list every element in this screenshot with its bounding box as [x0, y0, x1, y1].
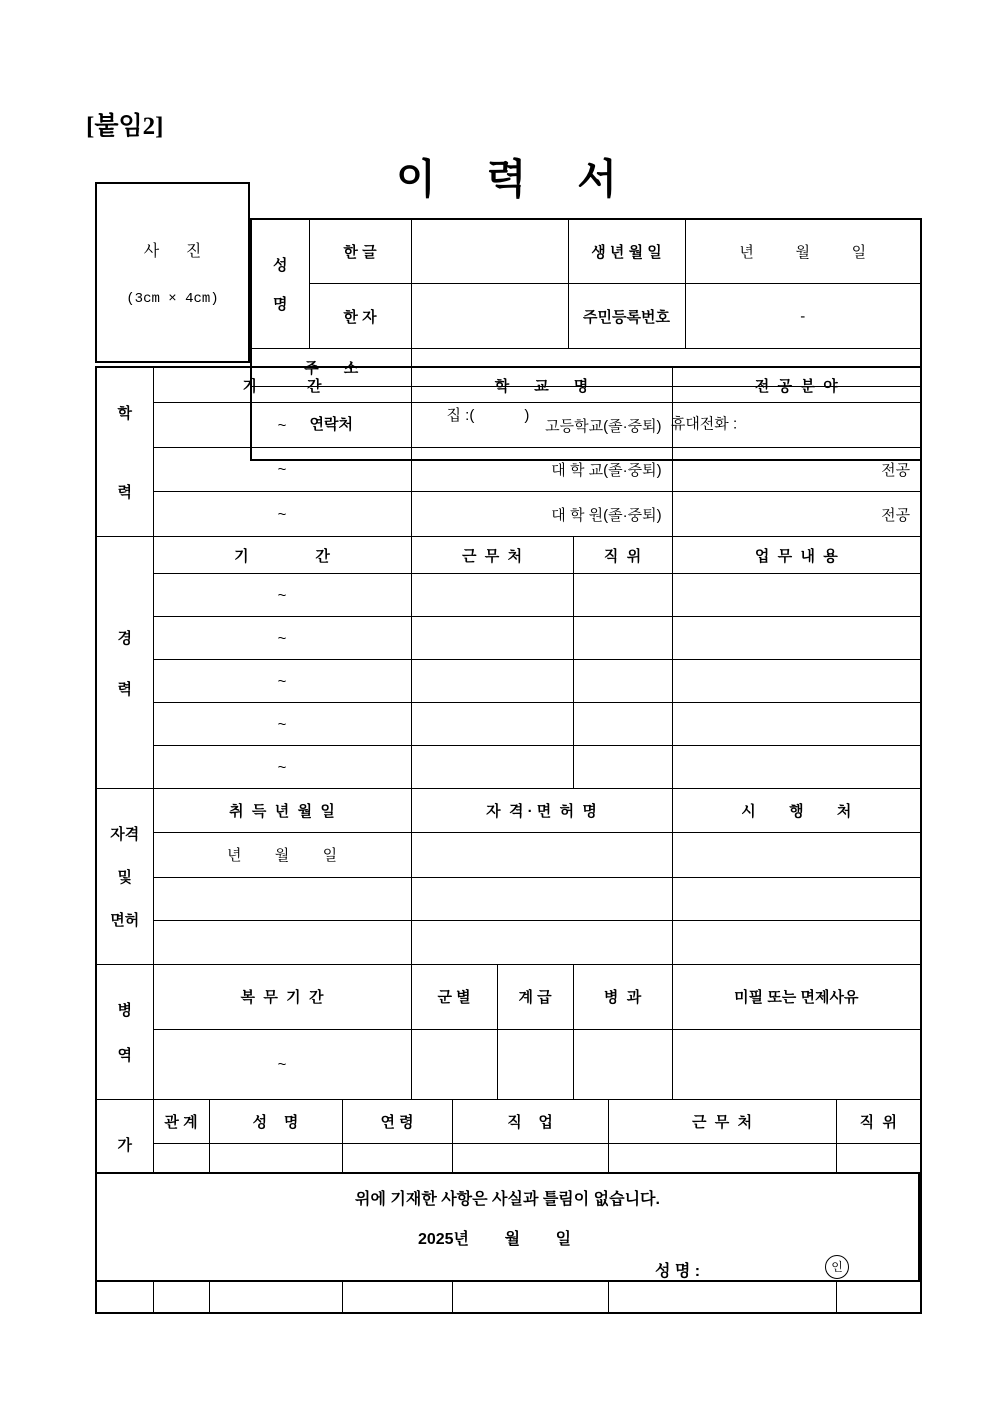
signature-label: 성 명 :	[655, 1263, 701, 1280]
page-title: 이 력 서	[396, 156, 619, 202]
license-row-name	[411, 833, 672, 877]
education-row-major: 전공	[672, 492, 921, 537]
military-label-char-1: 병	[117, 1002, 132, 1019]
military-row-exemption	[672, 1029, 921, 1099]
career-section-label	[96, 537, 153, 789]
career-row-period: ~	[153, 746, 411, 789]
license-row-date	[153, 877, 411, 920]
military-period-header: 복 무 기 간	[153, 965, 411, 1030]
license-date-header: 취 득 년 월 일	[153, 789, 411, 833]
hanja-name-label: 한 자	[309, 284, 411, 349]
career-row-period: ~	[153, 703, 411, 746]
license-row-name	[411, 920, 672, 964]
rrn-field: -	[685, 284, 921, 349]
license-row-date	[153, 920, 411, 964]
career-row-position	[573, 746, 672, 789]
career-label-char-1: 경	[117, 629, 132, 647]
career-position-header: 직 위	[573, 537, 672, 574]
rrn-label: 주민등록번호	[568, 284, 685, 349]
education-row-major	[672, 403, 921, 448]
contact-home-label: 집 :( )	[446, 407, 530, 424]
military-exemption-header: 미필 또는 면제사유	[672, 965, 921, 1030]
career-company-header: 근 무 처	[411, 537, 573, 574]
career-row-company	[411, 617, 573, 660]
military-row-rank	[497, 1029, 573, 1099]
license-row-issuer	[672, 833, 921, 877]
seal-mark: 인	[825, 1255, 849, 1279]
license-issuer-header: 시 행 처	[672, 789, 921, 833]
military-section-label	[96, 965, 153, 1100]
name-label-myeong: 명	[273, 296, 288, 313]
career-period-header: 기 간	[153, 537, 411, 574]
career-row-company	[411, 703, 573, 746]
hanja-name-field	[411, 284, 568, 349]
career-row-period: ~	[153, 574, 411, 617]
declaration-statement: 위에 기재한 사항은 사실과 틀림이 없습니다.	[355, 1191, 660, 1208]
career-row-period: ~	[153, 617, 411, 660]
military-label-char-2: 역	[117, 1047, 132, 1064]
career-label-char-2: 력	[117, 680, 132, 698]
license-row-issuer	[672, 877, 921, 920]
education-row-school: 대 학 교(졸·중퇴)	[411, 448, 672, 492]
photo-label: 사 진	[143, 243, 202, 260]
education-row-school: 고등학교(졸·중퇴)	[411, 403, 672, 448]
career-row-position	[573, 703, 672, 746]
military-row-period: ~	[153, 1029, 411, 1099]
family-position-header: 직 위	[836, 1100, 921, 1144]
career-duties-header: 업 무 내 용	[672, 537, 921, 574]
career-row-duties	[672, 574, 921, 617]
career-row-position	[573, 574, 672, 617]
family-age-header: 연 령	[342, 1100, 452, 1144]
family-name-header: 성 명	[209, 1100, 342, 1144]
career-row-position	[573, 617, 672, 660]
career-row-duties	[672, 660, 921, 703]
education-school-header: 학 교 명	[411, 367, 672, 403]
education-section-label	[96, 367, 153, 537]
name-label-seong: 성	[273, 257, 288, 274]
education-period-header: 기 간	[153, 367, 411, 403]
career-row-duties	[672, 746, 921, 789]
hangul-name-field	[411, 219, 568, 284]
contact-mobile-label: 휴대전화 :	[670, 415, 738, 433]
name-section-label	[251, 219, 309, 349]
attachment-label: [붙임2]	[86, 113, 164, 140]
declaration-date-line: 2025년 월 일	[417, 1231, 572, 1248]
military-branch-header: 군 별	[411, 965, 497, 1030]
education-row-major: 전공	[672, 448, 921, 492]
education-row-period: ~	[153, 403, 411, 448]
career-row-duties	[672, 617, 921, 660]
education-row-school: 대 학 원(졸·중퇴)	[411, 492, 672, 537]
photo-size-note: (3cm × 4cm)	[126, 291, 219, 307]
education-row-period: ~	[153, 448, 411, 492]
license-row-issuer	[672, 920, 921, 964]
license-label-line-3: 면허	[110, 912, 140, 929]
career-row-company	[411, 746, 573, 789]
military-specialty-header: 병 과	[573, 965, 672, 1030]
birthdate-label: 생 년 월 일	[568, 219, 685, 284]
education-row-period: ~	[153, 492, 411, 537]
military-row-specialty	[573, 1029, 672, 1099]
birthdate-field: 년 월 일	[685, 219, 921, 284]
contact-label: 연락처	[251, 387, 411, 461]
military-row-branch	[411, 1029, 497, 1099]
family-job-header: 직 업	[452, 1100, 608, 1144]
family-workplace-header: 근 무 처	[608, 1100, 836, 1144]
family-label-char-1: 가	[117, 1137, 132, 1154]
career-row-company	[411, 574, 573, 617]
career-row-company	[411, 660, 573, 703]
education-label-char-2: 력	[117, 484, 132, 501]
license-name-header: 자 격 · 면 허 명	[411, 789, 672, 833]
career-row-position	[573, 660, 672, 703]
education-major-header: 전 공 분 야	[672, 367, 921, 403]
military-rank-header: 계 급	[497, 965, 573, 1030]
career-row-period: ~	[153, 660, 411, 703]
photo-box	[95, 182, 250, 363]
address-label: 주 소	[251, 349, 411, 387]
education-label-char-1: 학	[117, 405, 132, 422]
license-row-date: 년 월 일	[153, 833, 411, 877]
license-label-line-2: 및	[117, 869, 132, 886]
family-relation-header: 관 계	[153, 1100, 209, 1144]
license-section-label	[96, 789, 153, 965]
hangul-name-label: 한 글	[309, 219, 411, 284]
career-row-duties	[672, 703, 921, 746]
declaration-box	[95, 1172, 920, 1282]
license-label-line-1: 자격	[110, 826, 140, 843]
license-row-name	[411, 877, 672, 920]
